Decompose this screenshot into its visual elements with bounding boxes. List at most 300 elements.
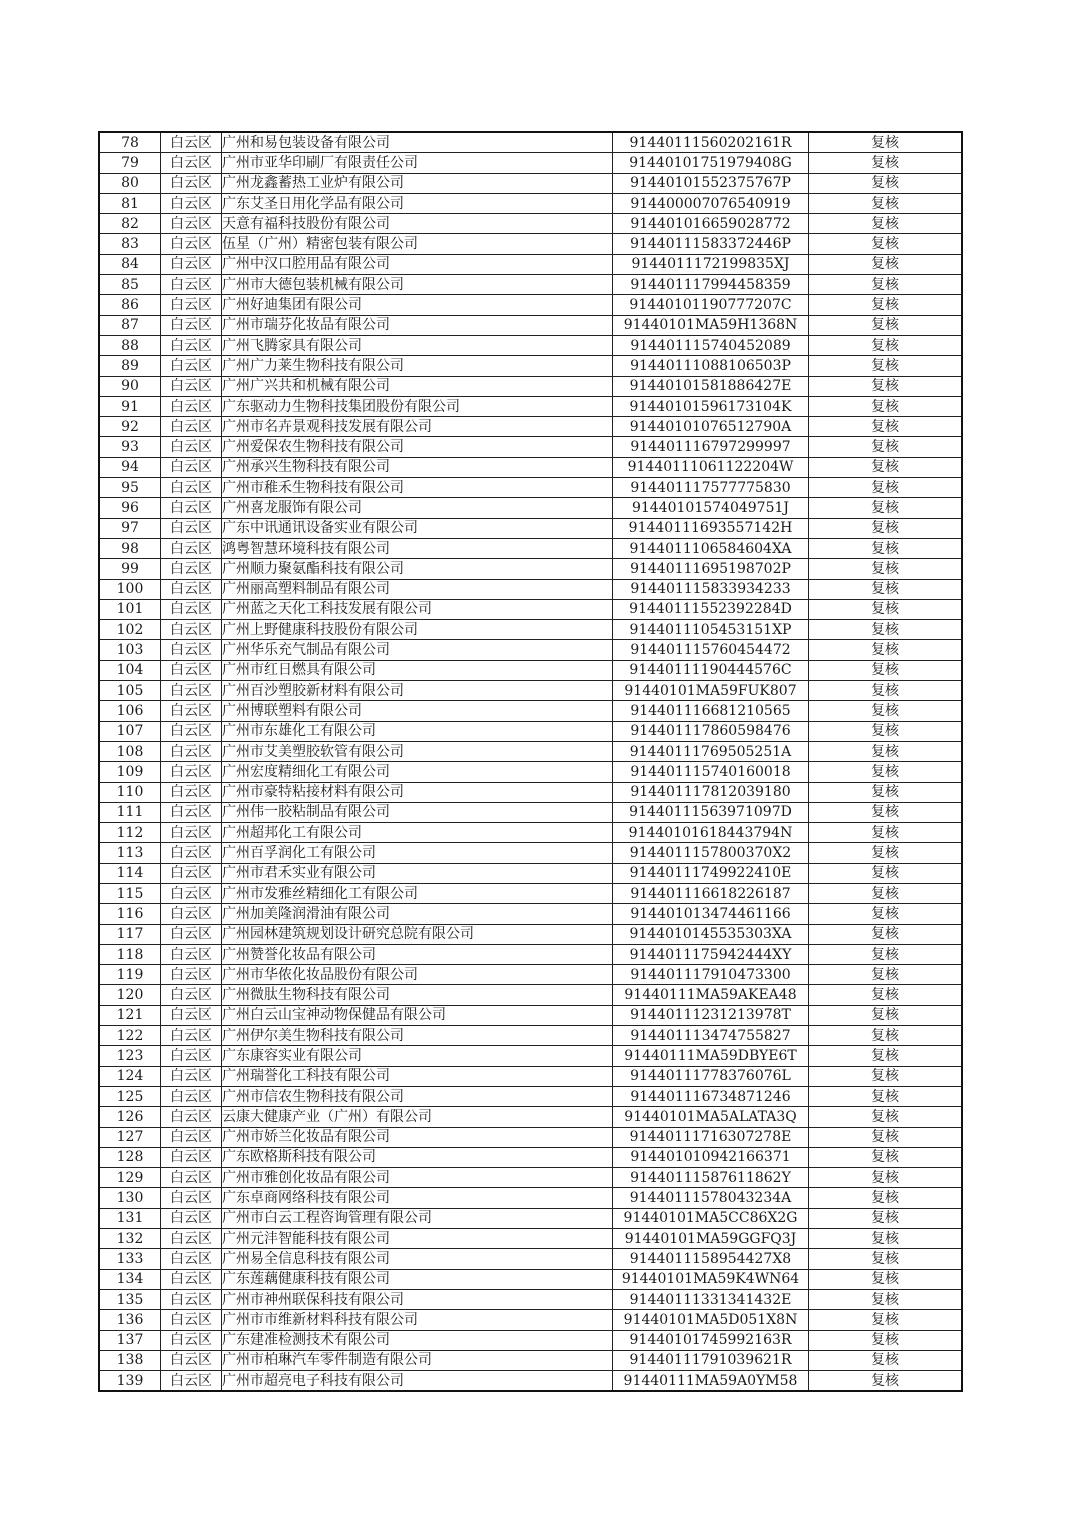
credit-code-cell: 91440101MA5CC86X2G: [613, 1208, 809, 1228]
status-cell: 复核: [809, 965, 963, 985]
credit-code-cell: 9144010145535303XA: [613, 924, 809, 944]
table-row: [99, 335, 962, 355]
table-row: [99, 660, 962, 680]
district-cell: 白云区: [161, 904, 222, 924]
company-name-cell: 广州微肽生物科技有限公司: [222, 985, 613, 1005]
credit-code-cell: 91440101751979408G: [613, 153, 809, 173]
district-cell: 白云区: [161, 579, 222, 599]
row-number: 138: [99, 1350, 161, 1370]
district-cell: 白云区: [161, 1208, 222, 1228]
district-cell: 白云区: [161, 620, 222, 640]
table-row: [99, 1310, 962, 1330]
row-number: 112: [99, 823, 161, 843]
row-number: 96: [99, 498, 161, 518]
credit-code-cell: 9144011158954427X8: [613, 1249, 809, 1269]
company-name-cell: 广东莲藕健康科技有限公司: [222, 1269, 613, 1289]
company-name-cell: 广州白云山宝神动物保健品有限公司: [222, 1005, 613, 1025]
credit-code-cell: 914401116681210565: [613, 701, 809, 721]
status-cell: 复核: [809, 1188, 963, 1208]
status-cell: 复核: [809, 376, 963, 396]
status-cell: 复核: [809, 1127, 963, 1147]
status-cell: 复核: [809, 1371, 963, 1392]
table-row: [99, 437, 962, 457]
row-number: 94: [99, 457, 161, 477]
credit-code-cell: 91440101MA5ALATA3Q: [613, 1107, 809, 1127]
status-cell: 复核: [809, 335, 963, 355]
table-row: [99, 1046, 962, 1066]
status-cell: 复核: [809, 1026, 963, 1046]
row-number: 100: [99, 579, 161, 599]
row-number: 90: [99, 376, 161, 396]
row-number: 131: [99, 1208, 161, 1228]
status-cell: 复核: [809, 823, 963, 843]
credit-code-cell: 914401116734871246: [613, 1086, 809, 1106]
credit-code-cell: 91440101076512790A: [613, 417, 809, 437]
row-number: 139: [99, 1371, 161, 1392]
district-cell: 白云区: [161, 843, 222, 863]
row-number: 81: [99, 193, 161, 213]
table-row: [99, 173, 962, 193]
company-name-cell: 广州超邦化工有限公司: [222, 823, 613, 843]
credit-code-cell: 91440111769505251A: [613, 741, 809, 761]
credit-code-cell: 91440111061122204W: [613, 457, 809, 477]
table-row: [99, 701, 962, 721]
company-name-cell: 广东建准检测技术有限公司: [222, 1330, 613, 1350]
company-name-cell: 广州百沙塑胶新材料有限公司: [222, 681, 613, 701]
table-row: [99, 904, 962, 924]
status-cell: 复核: [809, 701, 963, 721]
company-name-cell: 广东卓商网络科技有限公司: [222, 1188, 613, 1208]
district-cell: 白云区: [161, 559, 222, 579]
status-cell: 复核: [809, 254, 963, 274]
table-row: [99, 1026, 962, 1046]
district-cell: 白云区: [161, 1269, 222, 1289]
company-name-cell: 广州元沣智能科技有限公司: [222, 1229, 613, 1249]
district-cell: 白云区: [161, 295, 222, 315]
company-name-cell: 广州市瑞芬化妆品有限公司: [222, 315, 613, 335]
table-row: [99, 1371, 962, 1392]
credit-code-cell: 91440111578043234A: [613, 1188, 809, 1208]
company-name-cell: 云康大健康产业（广州）有限公司: [222, 1107, 613, 1127]
district-cell: 白云区: [161, 1026, 222, 1046]
district-cell: 白云区: [161, 762, 222, 782]
status-cell: 复核: [809, 234, 963, 254]
table-row: [99, 376, 962, 396]
table-row: [99, 1330, 962, 1350]
table-row: [99, 863, 962, 883]
row-number: 110: [99, 782, 161, 802]
district-cell: 白云区: [161, 1046, 222, 1066]
table-row: [99, 741, 962, 761]
row-number: 120: [99, 985, 161, 1005]
credit-code-cell: 91440111693557142H: [613, 518, 809, 538]
status-cell: 复核: [809, 883, 963, 903]
status-cell: 复核: [809, 498, 963, 518]
credit-code-cell: 914401010942166371: [613, 1147, 809, 1167]
status-cell: 复核: [809, 1229, 963, 1249]
table-row: [99, 599, 962, 619]
status-cell: 复核: [809, 924, 963, 944]
credit-code-cell: 91440111695198702P: [613, 559, 809, 579]
company-name-cell: 广州市白云工程咨询管理有限公司: [222, 1208, 613, 1228]
status-cell: 复核: [809, 559, 963, 579]
credit-code-cell: 91440111791039621R: [613, 1350, 809, 1370]
district-cell: 白云区: [161, 538, 222, 558]
status-cell: 复核: [809, 1249, 963, 1269]
row-number: 127: [99, 1127, 161, 1147]
district-cell: 白云区: [161, 193, 222, 213]
row-number: 114: [99, 863, 161, 883]
company-name-cell: 广州市华侬化妆品股份有限公司: [222, 965, 613, 985]
row-number: 91: [99, 396, 161, 416]
district-cell: 白云区: [161, 1005, 222, 1025]
table-row: [99, 944, 962, 964]
company-name-cell: 广州市名卉景观科技发展有限公司: [222, 417, 613, 437]
district-cell: 白云区: [161, 1350, 222, 1370]
status-cell: 复核: [809, 863, 963, 883]
status-cell: 复核: [809, 417, 963, 437]
company-name-cell: 广州市大德包装机械有限公司: [222, 275, 613, 295]
credit-code-cell: 91440101618443794N: [613, 823, 809, 843]
status-cell: 复核: [809, 1107, 963, 1127]
row-number: 124: [99, 1066, 161, 1086]
district-cell: 白云区: [161, 376, 222, 396]
table-row: [99, 356, 962, 376]
table-row: [99, 579, 962, 599]
company-name-cell: 广州市雅创化妆品有限公司: [222, 1168, 613, 1188]
credit-code-cell: 91440101745992163R: [613, 1330, 809, 1350]
row-number: 105: [99, 681, 161, 701]
status-cell: 复核: [809, 1330, 963, 1350]
status-cell: 复核: [809, 356, 963, 376]
district-cell: 白云区: [161, 498, 222, 518]
credit-code-cell: 914401116797299997: [613, 437, 809, 457]
credit-code-cell: 914400007076540919: [613, 193, 809, 213]
table-row: [99, 1229, 962, 1249]
district-cell: 白云区: [161, 356, 222, 376]
company-name-cell: 伍星（广州）精密包装有限公司: [222, 234, 613, 254]
district-cell: 白云区: [161, 275, 222, 295]
credit-code-cell: 91440101552375767P: [613, 173, 809, 193]
table-row: [99, 538, 962, 558]
company-name-cell: 广州顺力聚氨酯科技有限公司: [222, 559, 613, 579]
district-cell: 白云区: [161, 924, 222, 944]
credit-code-cell: 91440111778376076L: [613, 1066, 809, 1086]
credit-code-cell: 91440111716307278E: [613, 1127, 809, 1147]
table-row: [99, 883, 962, 903]
table-row: [99, 1188, 962, 1208]
credit-code-cell: 914401013474461166: [613, 904, 809, 924]
status-cell: 复核: [809, 944, 963, 964]
credit-code-cell: 914401115833934233: [613, 579, 809, 599]
company-name-cell: 广州宏度精细化工有限公司: [222, 762, 613, 782]
table-row: [99, 681, 962, 701]
district-cell: 白云区: [161, 863, 222, 883]
district-cell: 白云区: [161, 883, 222, 903]
row-number: 106: [99, 701, 161, 721]
company-name-cell: 鸿粤智慧环境科技有限公司: [222, 538, 613, 558]
status-cell: 复核: [809, 275, 963, 295]
district-cell: 白云区: [161, 254, 222, 274]
company-name-cell: 广州上野健康科技股份有限公司: [222, 620, 613, 640]
table-row: [99, 1350, 962, 1370]
company-name-cell: 广州市超亮电子科技有限公司: [222, 1371, 613, 1392]
district-cell: 白云区: [161, 214, 222, 234]
status-cell: 复核: [809, 396, 963, 416]
table-row: [99, 1066, 962, 1086]
row-number: 125: [99, 1086, 161, 1106]
company-name-cell: 广州市红日燃具有限公司: [222, 660, 613, 680]
company-name-cell: 广州园林建筑规划设计研究总院有限公司: [222, 924, 613, 944]
credit-code-cell: 91440101MA59GGFQ3J: [613, 1229, 809, 1249]
row-number: 95: [99, 478, 161, 498]
district-cell: 白云区: [161, 234, 222, 254]
status-cell: 复核: [809, 904, 963, 924]
district-cell: 白云区: [161, 640, 222, 660]
company-name-cell: 广州伊尔美生物科技有限公司: [222, 1026, 613, 1046]
district-cell: 白云区: [161, 741, 222, 761]
table-row: [99, 457, 962, 477]
company-name-cell: 广州瑞誉化工科技有限公司: [222, 1066, 613, 1086]
company-name-cell: 广州市亚华印刷厂有限责任公司: [222, 153, 613, 173]
status-cell: 复核: [809, 153, 963, 173]
row-number: 137: [99, 1330, 161, 1350]
company-name-cell: 广州广兴共和机械有限公司: [222, 376, 613, 396]
credit-code-cell: 91440111088106503P: [613, 356, 809, 376]
district-cell: 白云区: [161, 437, 222, 457]
district-cell: 白云区: [161, 802, 222, 822]
district-cell: 白云区: [161, 721, 222, 741]
company-name-cell: 广州市市维新材料科技有限公司: [222, 1310, 613, 1330]
status-cell: 复核: [809, 315, 963, 335]
status-cell: 复核: [809, 762, 963, 782]
status-cell: 复核: [809, 599, 963, 619]
status-cell: 复核: [809, 782, 963, 802]
row-number: 117: [99, 924, 161, 944]
row-number: 79: [99, 153, 161, 173]
district-cell: 白云区: [161, 1107, 222, 1127]
status-cell: 复核: [809, 640, 963, 660]
credit-code-cell: 91440101581886427E: [613, 376, 809, 396]
status-cell: 复核: [809, 620, 963, 640]
table-row: [99, 1107, 962, 1127]
table-row: [99, 1005, 962, 1025]
credit-code-cell: 9144011106584604XA: [613, 538, 809, 558]
row-number: 87: [99, 315, 161, 335]
company-name-cell: 广州中汉口腔用品有限公司: [222, 254, 613, 274]
row-number: 84: [99, 254, 161, 274]
row-number: 104: [99, 660, 161, 680]
row-number: 133: [99, 1249, 161, 1269]
company-name-cell: 广州市稚禾生物科技有限公司: [222, 478, 613, 498]
row-number: 111: [99, 802, 161, 822]
district-cell: 白云区: [161, 173, 222, 193]
credit-code-cell: 914401116618226187: [613, 883, 809, 903]
district-cell: 白云区: [161, 153, 222, 173]
row-number: 98: [99, 538, 161, 558]
company-name-cell: 广州市信农生物科技有限公司: [222, 1086, 613, 1106]
row-number: 130: [99, 1188, 161, 1208]
district-cell: 白云区: [161, 701, 222, 721]
district-cell: 白云区: [161, 681, 222, 701]
status-cell: 复核: [809, 985, 963, 1005]
company-name-cell: 广州市发雅丝精细化工有限公司: [222, 883, 613, 903]
table-row: [99, 924, 962, 944]
row-number: 135: [99, 1289, 161, 1309]
table-row: [99, 823, 962, 843]
row-number: 113: [99, 843, 161, 863]
table-row: [99, 518, 962, 538]
company-name-cell: 广东中讯通讯设备实业有限公司: [222, 518, 613, 538]
table-row: [99, 132, 962, 153]
status-cell: 复核: [809, 193, 963, 213]
credit-code-cell: 91440111560202161R: [613, 132, 809, 153]
district-cell: 白云区: [161, 1066, 222, 1086]
credit-code-cell: 91440111583372446P: [613, 234, 809, 254]
status-cell: 复核: [809, 518, 963, 538]
table-row: [99, 498, 962, 518]
table-row: [99, 396, 962, 416]
district-cell: 白云区: [161, 782, 222, 802]
table-row: [99, 559, 962, 579]
credit-code-cell: 914401117994458359: [613, 275, 809, 295]
district-cell: 白云区: [161, 132, 222, 153]
table-row: [99, 1269, 962, 1289]
table-row: [99, 234, 962, 254]
district-cell: 白云区: [161, 1229, 222, 1249]
district-cell: 白云区: [161, 660, 222, 680]
status-cell: 复核: [809, 843, 963, 863]
district-cell: 白云区: [161, 396, 222, 416]
table-row: [99, 214, 962, 234]
row-number: 134: [99, 1269, 161, 1289]
status-cell: 复核: [809, 1086, 963, 1106]
status-cell: 复核: [809, 741, 963, 761]
row-number: 108: [99, 741, 161, 761]
table-row: [99, 1127, 962, 1147]
credit-code-cell: 914401113474755827: [613, 1026, 809, 1046]
district-cell: 白云区: [161, 965, 222, 985]
table-row: [99, 782, 962, 802]
table-row: [99, 762, 962, 782]
credit-code-cell: 91440101596173104K: [613, 396, 809, 416]
company-name-cell: 广州赞誉化妆品有限公司: [222, 944, 613, 964]
district-cell: 白云区: [161, 1289, 222, 1309]
company-name-cell: 广东驱动力生物科技集团股份有限公司: [222, 396, 613, 416]
company-name-cell: 天意有福科技股份有限公司: [222, 214, 613, 234]
credit-code-cell: 914401115740160018: [613, 762, 809, 782]
row-number: 126: [99, 1107, 161, 1127]
status-cell: 复核: [809, 214, 963, 234]
status-cell: 复核: [809, 1046, 963, 1066]
district-cell: 白云区: [161, 599, 222, 619]
company-name-cell: 广州爱保农生物科技有限公司: [222, 437, 613, 457]
district-cell: 白云区: [161, 1310, 222, 1330]
table-row: [99, 620, 962, 640]
credit-code-cell: 91440111231213978T: [613, 1005, 809, 1025]
row-number: 129: [99, 1168, 161, 1188]
district-cell: 白云区: [161, 1086, 222, 1106]
status-cell: 复核: [809, 437, 963, 457]
district-cell: 白云区: [161, 1330, 222, 1350]
credit-code-cell: 91440111190444576C: [613, 660, 809, 680]
row-number: 97: [99, 518, 161, 538]
row-number: 136: [99, 1310, 161, 1330]
table-row: [99, 254, 962, 274]
table-row: [99, 1086, 962, 1106]
table-row: [99, 843, 962, 863]
row-number: 118: [99, 944, 161, 964]
company-name-cell: 广州市东雄化工有限公司: [222, 721, 613, 741]
credit-code-cell: 914401117577775830: [613, 478, 809, 498]
row-number: 89: [99, 356, 161, 376]
row-number: 83: [99, 234, 161, 254]
company-name-cell: 广东欧格斯科技有限公司: [222, 1147, 613, 1167]
row-number: 93: [99, 437, 161, 457]
status-cell: 复核: [809, 538, 963, 558]
credit-code-cell: 91440101MA59FUK807: [613, 681, 809, 701]
status-cell: 复核: [809, 1066, 963, 1086]
status-cell: 复核: [809, 721, 963, 741]
status-cell: 复核: [809, 478, 963, 498]
status-cell: 复核: [809, 1005, 963, 1025]
status-cell: 复核: [809, 802, 963, 822]
credit-code-cell: 914401117910473300: [613, 965, 809, 985]
company-name-cell: 广州龙鑫蓄热工业炉有限公司: [222, 173, 613, 193]
company-name-cell: 广州喜龙服饰有限公司: [222, 498, 613, 518]
table-row: [99, 802, 962, 822]
company-name-cell: 广州博联塑料有限公司: [222, 701, 613, 721]
table-row: [99, 1147, 962, 1167]
credit-code-cell: 91440101MA5D051X8N: [613, 1310, 809, 1330]
row-number: 102: [99, 620, 161, 640]
company-name-cell: 广州百孚润化工有限公司: [222, 843, 613, 863]
table-row: [99, 965, 962, 985]
company-name-cell: 广州加美隆润滑油有限公司: [222, 904, 613, 924]
table-row: [99, 640, 962, 660]
row-number: 128: [99, 1147, 161, 1167]
credit-code-cell: 91440101MA59K4WN64: [613, 1269, 809, 1289]
credit-code-cell: 9144011175942444XY: [613, 944, 809, 964]
row-number: 123: [99, 1046, 161, 1066]
status-cell: 复核: [809, 579, 963, 599]
row-number: 109: [99, 762, 161, 782]
table-row: [99, 985, 962, 1005]
row-number: 99: [99, 559, 161, 579]
row-number: 103: [99, 640, 161, 660]
credit-code-cell: 9144011105453151XP: [613, 620, 809, 640]
table-row: [99, 721, 962, 741]
company-name-cell: 广州易全信息科技有限公司: [222, 1249, 613, 1269]
row-number: 85: [99, 275, 161, 295]
company-name-cell: 广州飞腾家具有限公司: [222, 335, 613, 355]
credit-code-cell: 9144011157800370X2: [613, 843, 809, 863]
district-cell: 白云区: [161, 1371, 222, 1392]
district-cell: 白云区: [161, 944, 222, 964]
row-number: 88: [99, 335, 161, 355]
company-name-cell: 广州承兴生物科技有限公司: [222, 457, 613, 477]
row-number: 86: [99, 295, 161, 315]
table-row: [99, 193, 962, 213]
company-name-cell: 广州市柏琳汽车零件制造有限公司: [222, 1350, 613, 1370]
district-cell: 白云区: [161, 985, 222, 1005]
credit-code-cell: 91440111749922410E: [613, 863, 809, 883]
row-number: 78: [99, 132, 161, 153]
company-name-cell: 广州蓝之天化工科技发展有限公司: [222, 599, 613, 619]
credit-code-cell: 91440111MA59DBYE6T: [613, 1046, 809, 1066]
credit-code-cell: 91440111331341432E: [613, 1289, 809, 1309]
district-cell: 白云区: [161, 1188, 222, 1208]
